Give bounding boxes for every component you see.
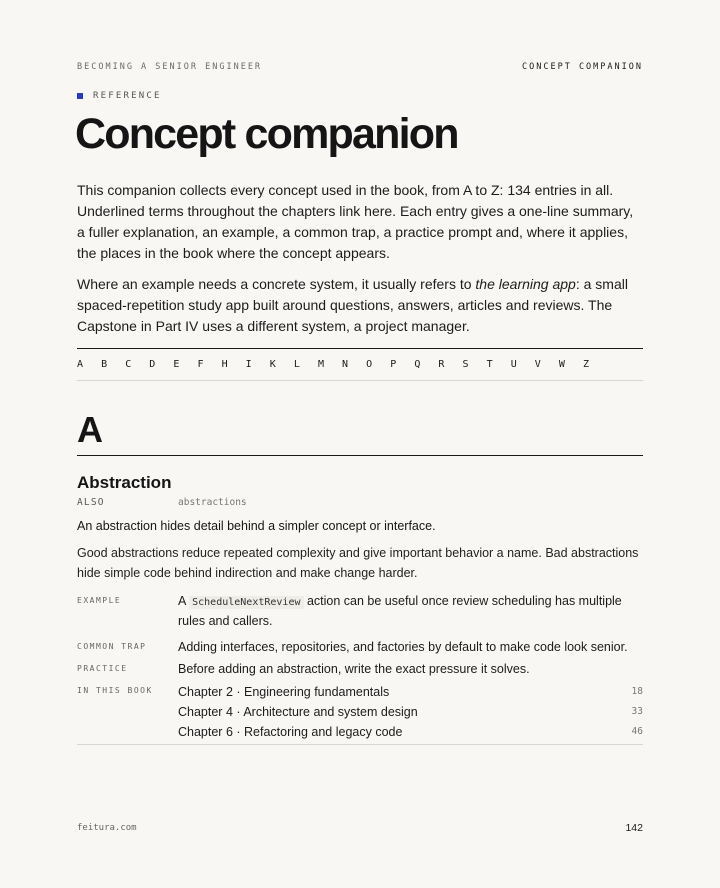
also-row	[77, 497, 643, 508]
alphabet-link-e[interactable]: E	[173, 359, 180, 370]
alphabet-link-k[interactable]: K	[269, 359, 276, 370]
page-number: 142	[625, 822, 643, 834]
intro	[77, 180, 643, 347]
section-letter: A	[77, 409, 103, 450]
square-marker-icon	[77, 93, 83, 99]
alphabet-link-i[interactable]: I	[245, 359, 252, 370]
trap-label: COMMON TRAP	[77, 642, 147, 651]
example-text-start: A	[178, 594, 190, 608]
alphabet-link-t[interactable]: T	[486, 359, 493, 370]
practice-row	[77, 660, 643, 678]
chapter-ref[interactable]	[178, 722, 643, 742]
example-label: EXAMPLE	[77, 596, 122, 605]
alphabet-link-a[interactable]: A	[77, 359, 84, 370]
alphabet-link-c[interactable]: C	[125, 359, 132, 370]
code-snippet: ScheduleNextReview	[189, 596, 303, 609]
chapter-ref-title: Chapter 6 · Refactoring and legacy code	[178, 725, 403, 739]
entry-explanation: Good abstractions reduce repeated complexity and give important behavior a name. Bad abstractions hide simple code behind indirection and make change harder.	[77, 546, 639, 580]
alphabet-link-h[interactable]: H	[221, 359, 228, 370]
alphabet-link-z[interactable]: Z	[582, 359, 589, 370]
alphabet-link-q[interactable]: Q	[414, 359, 421, 370]
alphabet-link-l[interactable]: L	[293, 359, 300, 370]
eyebrow	[77, 91, 162, 101]
footer-site: feitura.com	[77, 823, 137, 833]
alphabet-index	[77, 348, 643, 381]
concept-entry	[77, 472, 643, 742]
intro-text: Where an example needs a concrete system, it usually refers to	[77, 276, 476, 292]
intro-paragraph-1: This companion collects every concept used in the book, from A to Z: 134 entries in all. Underlined terms throughout the chapters link here. Each entry gives a one-line summary, a fuller explanation, an example, a common trap, a practice prompt and, where it applies, the places in the book where the concept appears.	[77, 182, 634, 261]
learning-app-term: the learning app	[475, 276, 576, 292]
alphabet-link-u[interactable]: U	[510, 359, 517, 370]
alphabet-link-s[interactable]: S	[462, 359, 469, 370]
chapter-ref-page: 46	[631, 726, 643, 737]
entry-summary: An abstraction hides detail behind a simpler concept or interface.	[77, 519, 436, 533]
intro-text: : a small spaced-repetition study app built around questions, answers, articles and reviews. The Capstone in Part IV uses a different system, a project manager.	[77, 276, 628, 334]
alphabet-link-b[interactable]: B	[101, 359, 108, 370]
alphabet-link-m[interactable]: M	[317, 359, 324, 370]
chapter-ref-title: Chapter 2 · Engineering fundamentals	[178, 685, 390, 699]
example-text	[178, 592, 643, 630]
running-head	[77, 62, 643, 72]
alphabet-link-n[interactable]: N	[342, 359, 349, 370]
alphabet-link-p[interactable]: P	[390, 359, 397, 370]
practice-text: Before adding an abstraction, write the exact pressure it solves.	[178, 662, 530, 676]
alphabet-link-o[interactable]: O	[366, 359, 373, 370]
chapter-ref[interactable]	[178, 682, 643, 702]
book-title: BECOMING A SENIOR ENGINEER	[77, 62, 263, 72]
book-refs-list	[178, 682, 643, 742]
letter-section-header	[77, 408, 643, 456]
eyebrow-label: REFERENCE	[93, 91, 162, 101]
alphabet-link-d[interactable]: D	[149, 359, 156, 370]
practice-label: PRACTICE	[77, 664, 128, 673]
trap-row	[77, 638, 643, 656]
example-row	[77, 592, 643, 630]
alphabet-link-v[interactable]: V	[534, 359, 541, 370]
section-title: CONCEPT COMPANION	[522, 62, 643, 72]
chapter-ref[interactable]	[178, 702, 643, 722]
chapter-ref-page: 18	[631, 686, 643, 697]
alphabet-link-f[interactable]: F	[197, 359, 204, 370]
book-refs-row	[77, 682, 643, 742]
chapter-ref-title: Chapter 4 · Architecture and system design	[178, 705, 418, 719]
book-refs-label: IN THIS BOOK	[77, 686, 153, 695]
example-text-end: action can be useful once review scheduling has multiple rules and callers.	[178, 594, 622, 628]
page-title: Concept companion	[75, 110, 458, 158]
chapter-ref-page: 33	[631, 706, 643, 717]
entry-term: Abstraction	[77, 473, 172, 492]
also-value: abstractions	[178, 497, 247, 508]
alphabet-link-r[interactable]: R	[438, 359, 445, 370]
trap-text: Adding interfaces, repositories, and factories by default to make code look senior.	[178, 640, 628, 654]
entry-divider	[77, 744, 643, 745]
intro-paragraph-2	[77, 274, 643, 337]
alphabet-link-w[interactable]: W	[558, 359, 565, 370]
also-label: ALSO	[77, 497, 105, 508]
